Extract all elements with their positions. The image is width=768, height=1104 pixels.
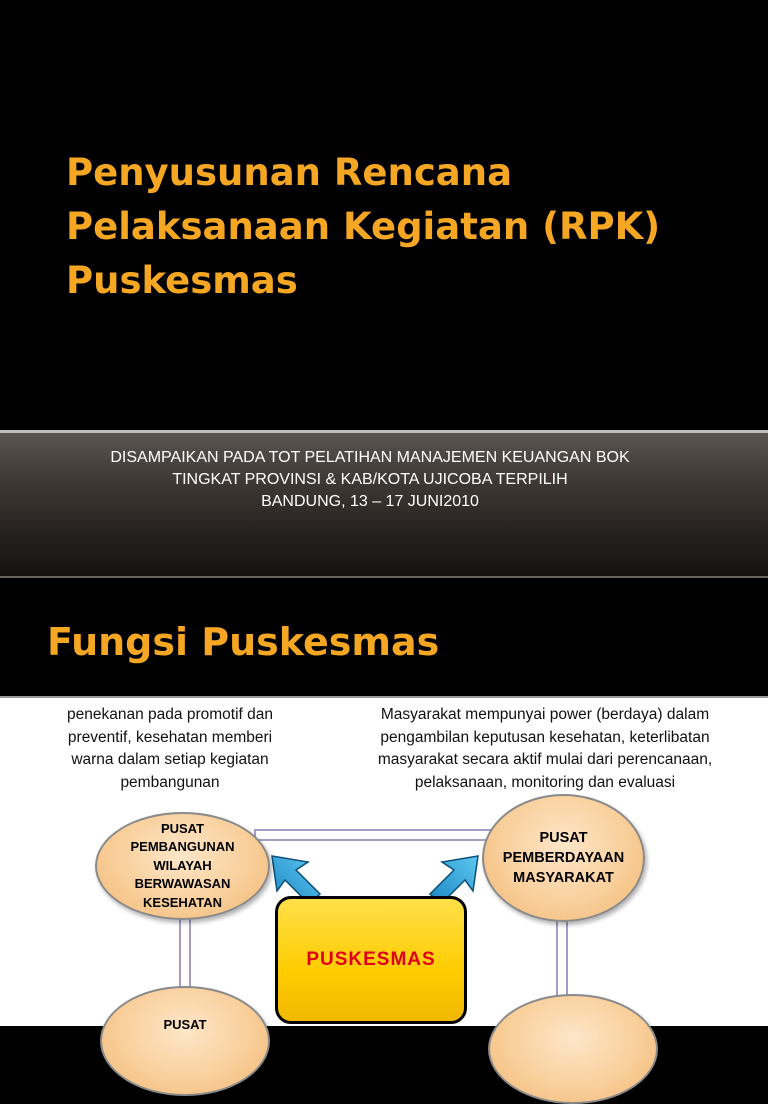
subtitle-band bbox=[0, 433, 768, 578]
title-line-2: Pelaksanaan Kegiatan (RPK) bbox=[66, 205, 661, 248]
node-label: PEMBANGUNAN bbox=[130, 839, 235, 855]
node-label: PEMBERDAYAAN bbox=[502, 850, 625, 866]
node-pusat-pembangunan bbox=[95, 812, 270, 920]
right-description-line: pengambilan keputusan kesehatan, keterlibatan bbox=[380, 728, 710, 746]
connector-right bbox=[557, 916, 567, 996]
title-line-3: Puskesmas bbox=[66, 259, 298, 302]
left-description-line: pembangunan bbox=[120, 773, 220, 791]
title-line-1: Penyusunan Rencana bbox=[66, 151, 513, 194]
presentation-title bbox=[66, 146, 756, 308]
right-description-line: masyarakat secara aktif mulai dari perencanaan, bbox=[377, 751, 713, 768]
left-description-line: warna dalam setiap kegiatan bbox=[71, 751, 269, 768]
node-label: PUSAT bbox=[163, 1017, 207, 1032]
connector-left bbox=[180, 916, 190, 994]
node-bottom-left bbox=[100, 986, 270, 1096]
node-label: PUSAT bbox=[160, 820, 205, 836]
node-pusat-pemberdayaan bbox=[482, 794, 645, 922]
subtitle-line-1: DISAMPAIKAN PADA TOT PELATIHAN MANAJEMEN KEUANGAN BOK bbox=[110, 449, 630, 466]
node-label: BERWAWASAN bbox=[134, 876, 231, 892]
right-description-line: pelaksanaan, monitoring dan evaluasi bbox=[414, 773, 676, 791]
left-description-line: penekanan pada promotif dan bbox=[67, 706, 273, 723]
subtitle-line-3: BANDUNG, 13 – 17 JUNI2010 bbox=[261, 493, 479, 510]
slide-fungsi-puskesmas bbox=[0, 578, 768, 1032]
connector-top bbox=[255, 830, 495, 840]
right-description-line: Masyarakat mempunyai power (berdaya) dalam bbox=[380, 706, 710, 723]
subtitle-text bbox=[0, 447, 740, 513]
center-label: PUSKESMAS bbox=[306, 949, 436, 970]
node-label: KESEHATAN bbox=[143, 894, 222, 910]
node-bottom-right bbox=[488, 994, 658, 1104]
subtitle-line-2: TINGKAT PROVINSI & KAB/KOTA UJICOBA TERPILIH bbox=[172, 471, 568, 488]
node-label: MASYARAKAT bbox=[513, 870, 614, 886]
node-label: WILAYAH bbox=[153, 857, 212, 873]
slide-title: Fungsi Puskesmas bbox=[47, 620, 440, 664]
center-node-puskesmas bbox=[275, 896, 467, 1024]
node-label: PUSAT bbox=[539, 830, 588, 846]
left-description-line: preventif, kesehatan memberi bbox=[67, 728, 273, 746]
